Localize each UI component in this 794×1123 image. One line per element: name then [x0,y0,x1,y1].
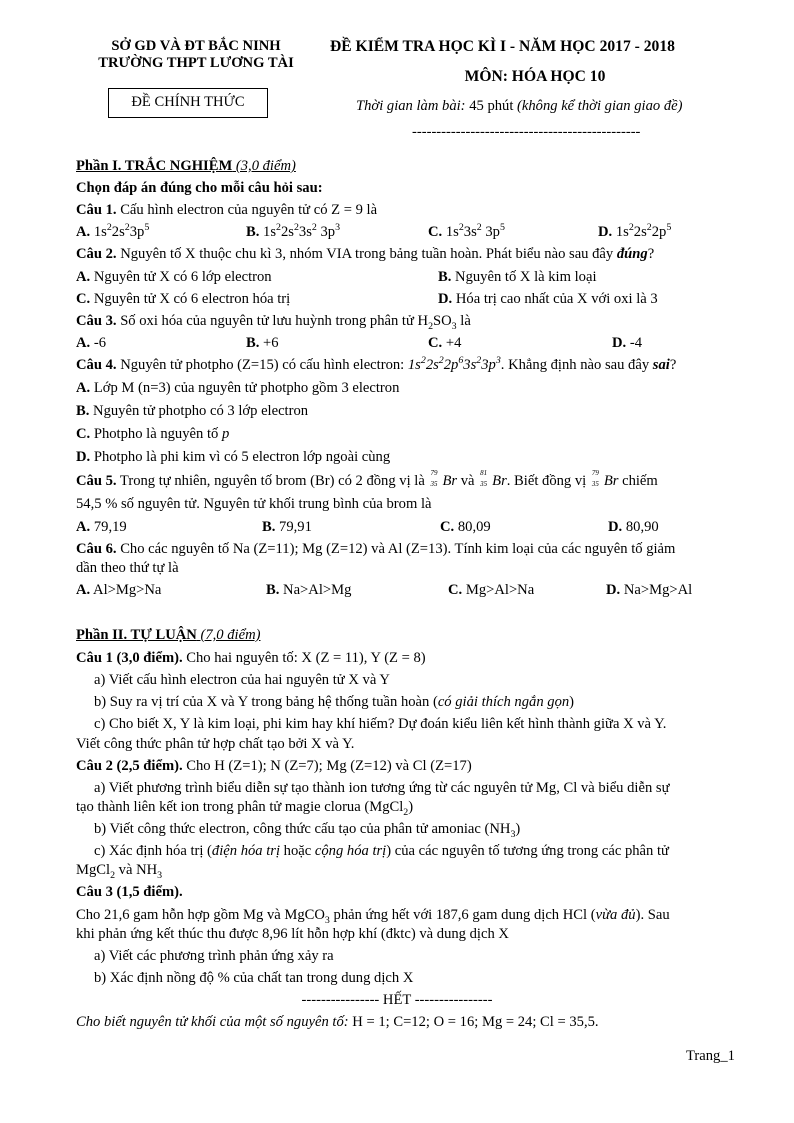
q2-option-c: C. Nguyên tử X có 6 electron hóa trị [76,291,291,307]
q6-option-a: A. Al>Mg>Na [76,582,162,598]
q6-option-c: C. Mg>Al>Na [448,582,535,598]
end-marker: ---------------- HẾT ---------------- [301,992,493,1008]
q4-option-a: A. Lớp M (n=3) của nguyên tử photpho gồm 3 electron [76,380,400,396]
q3-stem: Câu 3. Số oxi hóa của nguyên tử lưu huỳnh trong phân tử $H_2SO_3$ là [76,313,471,332]
q6-stem: Câu 6. Cho các nguyên tố Na (Z=11); Mg (Z=12) và Al (Z=13). Tính kim loại của các nguyên tố giảm [76,541,676,557]
isotope-br79: 79 35 [430,469,438,488]
q6-option-b: B. Na>Al>Mg [266,582,352,598]
essay-q2-a: a) Viết phương trình biểu diễn sự tạo thành ion tương ứng từ các nguyên tử Mg, Cl và biểu diễn sự [94,780,670,796]
essay-q3-a: a) Viết các phương trình phản ứng xảy ra [94,948,334,964]
essay-q3-label: Câu 3 (1,5 điểm). [76,884,183,900]
q6-option-d: D. Na>Mg>Al [606,582,693,598]
q5-option-a: A. 79,19 [76,519,127,535]
q5-stem-line2: 54,5 % số nguyên tử. Nguyên tử khối trung bình của brom là [76,496,432,512]
essay-q2-a-line2: tạo thành liên kết ion trong phân tử magie clorua (MgCl$_2$) [76,799,414,818]
q1-option-a: A. $1s^22s^23p^5$ [76,222,150,240]
school-name: TRƯỜNG THPT LƯƠNG TÀI [98,55,294,71]
q4-stem: Câu 4. Nguyên tử photpho (Z=15) có cấu hình electron: $1s^22s^22p^63s^23p^3$. Khẳng định nào sau đây sai? [76,355,677,373]
q5-option-d: D. 80,90 [608,519,659,535]
exam-title: ĐỀ KIỂM TRA HỌC KÌ I - NĂM HỌC 2017 - 2018 [330,38,675,55]
q5-option-b: B. 79,91 [262,519,312,535]
atomic-mass-note: Cho biết nguyên tử khối của một số nguyên tố: H = 1; C=12; O = 16; Mg = 24; Cl = 35,5. [76,1014,599,1030]
q1-option-c: C. $1s^23s^2$ $3p^5$ [428,222,505,240]
subject-title: MÔN: HÓA HỌC 10 [464,68,606,85]
essay-q1-b: b) Suy ra vị trí của X và Y trong bảng hệ thống tuần hoàn (có giải thích ngắn gọn) [94,694,575,710]
isotope-br79-ref: 79 35 [591,469,599,488]
q2-option-b: B. Nguyên tố X là kim loại [438,269,597,285]
essay-q1-c-line2: Viết công thức phân tử hợp chất tạo bởi X và Y. [76,736,355,752]
q2-option-d: D. Hóa trị cao nhất của X với oxi là 3 [438,291,658,307]
essay-q2-stem: Câu 2 (2,5 điểm). Cho H (Z=1); N (Z=7); Mg (Z=12) và Cl (Z=17) [76,758,472,774]
part1-instruction: Chọn đáp án đúng cho mỗi câu hỏi sau: [76,180,323,196]
q4-option-b: B. Nguyên tử photpho có 3 lớp electron [76,403,309,419]
q3-option-d: D. -4 [612,335,643,351]
q3-option-c: C. +4 [428,335,462,351]
part2-heading: Phần II. TỰ LUẬN (7,0 điểm) [76,627,261,643]
q3-option-a: A. -6 [76,335,107,351]
isotope-br81: 81 35 [480,469,488,488]
q6-stem-line2: dần theo thứ tự là [76,560,179,576]
part1-heading: Phần I. TRẮC NGHIỆM (3,0 điểm) [76,158,296,174]
page-number: Trang_1 [686,1048,735,1064]
essay-q2-c-line2: MgCl$_2$ và $NH_3$ [76,862,163,881]
q1-option-b: B. $1s^22s^23s^2$ $3p^3$ [246,222,341,240]
q4-option-d: D. Photpho là phi kim vì có 5 electron lớp ngoài cùng [76,449,391,465]
q1-option-d: D. $1s^22s^22p^5$ [598,222,672,240]
q2-option-a: A. Nguyên tử X có 6 lớp electron [76,269,272,285]
essay-q1-a: a) Viết cấu hình electron của hai nguyên tử X và Y [94,672,390,688]
q1-stem: Câu 1. Cấu hình electron của nguyên tử có Z = 9 là [76,202,378,218]
essay-q1-c: c) Cho biết X, Y là kim loại, phi kim hay khí hiếm? Dự đoán kiểu liên kết hình thành giữa X và Y. [94,716,667,732]
essay-q3-line1: Cho 21,6 gam hỗn hợp gồm Mg và MgCO$_3$ phản ứng hết với 187,6 gam dung dịch HCl (vừa đủ). Sau [76,907,670,926]
department-name: SỞ GD VÀ ĐT BẮC NINH [111,38,281,54]
q3-option-b: B. +6 [246,335,279,351]
essay-q2-c: c) Xác định hóa trị (điện hóa trị hoặc cộng hóa trị) của các nguyên tố tương ứng trong các phân tử [94,843,669,859]
q2-stem: Câu 2. Nguyên tố X thuộc chu kì 3, nhóm VIA trong bảng tuần hoàn. Phát biểu nào sau đây đúng? [76,246,655,262]
time-line: Thời gian làm bài: 45 phút (không kể thời gian giao đề) [356,98,683,114]
official-label: ĐỀ CHÍNH THỨC [131,94,245,110]
essay-q2-b: b) Viết công thức electron, công thức cấu tạo của phân tử amoniac $(NH_3)$ [94,821,521,840]
essay-q1-stem: Câu 1 (3,0 điểm). Cho hai nguyên tố: X (Z = 11), Y (Z = 8) [76,650,426,666]
q4-option-c: C. Photpho là nguyên tố p [76,426,230,442]
q5-stem: Câu 5. Trong tự nhiên, nguyên tố brom (Br) có 2 đồng vị là 79 35 Br và 81 35 Br. Biết đồng vị 79 35 Br chiếm [76,469,658,489]
header-rule: ----------------------------------------------- [412,124,641,140]
q5-option-c: C. 80,09 [440,519,491,535]
essay-q3-b: b) Xác định nồng độ % của chất tan trong dung dịch X [94,970,414,986]
essay-q3-line2: khi phản ứng kết thúc thu được 8,96 lít hỗn hợp khí (đktc) và dung dịch X [76,926,509,942]
